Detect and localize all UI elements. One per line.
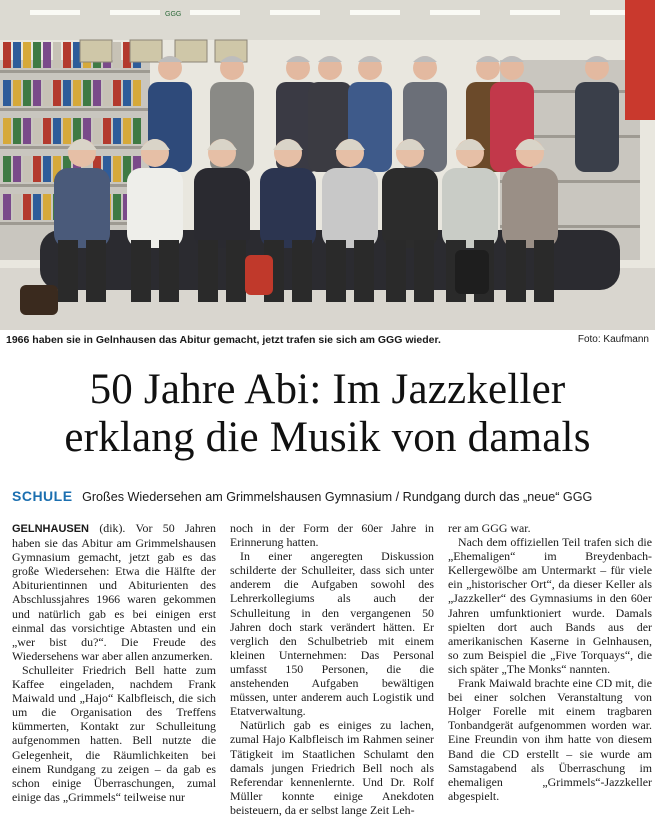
seated-person-leg <box>159 240 179 302</box>
book <box>33 80 41 106</box>
seated-person-leg <box>386 240 406 302</box>
paragraph: noch in der Form der 60er Jahre in Erinnerung hatten. <box>230 521 434 550</box>
red-panel <box>625 0 655 120</box>
seated-person-leg <box>326 240 346 302</box>
seated-person-body <box>442 168 498 248</box>
book <box>53 118 61 144</box>
book <box>33 194 41 220</box>
ceiling-light <box>510 10 560 15</box>
seated-person-body <box>54 168 110 248</box>
headline <box>0 366 655 462</box>
book <box>13 194 21 220</box>
book <box>73 80 81 106</box>
book <box>23 42 31 68</box>
article-column-2 <box>230 521 434 833</box>
book <box>93 80 101 106</box>
ceiling-light <box>110 10 160 15</box>
article-column-1 <box>12 521 216 833</box>
seated-person-body <box>382 168 438 248</box>
standing-person-body <box>575 82 619 172</box>
paragraph: rer am GGG war. <box>448 521 531 535</box>
seated-person-leg <box>131 240 151 302</box>
book <box>23 80 31 106</box>
group-photo <box>0 0 655 330</box>
book <box>13 80 21 106</box>
paragraph-text: (dik). Vor 50 Jahren haben sie das Abitur am Grimmelshausen Gymnasium gemacht, jetzt gab es das große Wiedersehen: Etwa die Hälfte der Abiturientinnen und Abiturienten des Abschlussjahres 1966 waren gekommen und natürlich gab es bei einigen erst einmal das vorsichtige Abtasten und ein „wer bist du?“. Die Freude des Wiedersehens war aber allen anzumerken. <box>12 521 216 663</box>
article-body <box>12 521 652 833</box>
book <box>133 118 141 144</box>
book <box>113 194 121 220</box>
book <box>33 156 41 182</box>
seated-person-leg <box>226 240 246 302</box>
wall-picture <box>175 40 207 62</box>
book <box>63 42 71 68</box>
book <box>23 118 31 144</box>
wall-picture <box>80 40 112 62</box>
book <box>53 80 61 106</box>
seated-person-leg <box>198 240 218 302</box>
dateline: GELNHAUSEN <box>12 523 90 535</box>
paragraph: Schulleiter Friedrich Bell hatte zum Kaffee eingeladen, nachdem Frank Maiwald und „Hajo“ Kalbfleisch, die sich um die Organisation des Treffens kümmerten, Kontakt zur Schulleitung aufgenommen hatten. Bell nutzte die Gelegenheit, die Räumlichkeiten bei einem Rundgang zu zeigen – da gab es schon einige Überraschungen, zumal einige das „Grimmels“ teilweise nur <box>12 662 216 804</box>
paragraph: Nach dem offiziellen Teil trafen sich die „Ehemaligen“ im Breydenbach-Kellergewölbe am Untermarkt – für viele ein „historischer Ort“, da dieser Keller als „Jazzkeller“ des Gymnasiums in den 60er Jahren umfunktioniert wurde. Damals spielten dort auch Bands aus der amerikanischen Kaserne in Gelnhausen, so zum Beispiel die „Five Torquays“, die sich später „The Monks“ nannten. <box>448 535 652 676</box>
caption-text: 1966 haben sie in Gelnhausen das Abitur gemacht, jetzt trafen sie sich am GGG wieder. <box>6 334 441 346</box>
book <box>33 118 41 144</box>
wall-sign: GGG <box>165 11 182 18</box>
book <box>113 156 121 182</box>
wall-picture <box>130 40 162 62</box>
book <box>3 156 11 182</box>
seated-person-leg <box>58 240 78 302</box>
ceiling-light <box>30 10 80 15</box>
seated-person-body <box>127 168 183 248</box>
book <box>123 80 131 106</box>
handbag <box>20 285 58 315</box>
book <box>23 194 31 220</box>
book <box>43 42 51 68</box>
photo-caption <box>6 334 649 350</box>
headline-line-1: 50 Jahre Abi: Im Jazzkeller <box>89 366 566 413</box>
headline-line-2: erklang die Musik von damals <box>64 414 591 461</box>
seated-person-leg <box>354 240 374 302</box>
book <box>3 80 11 106</box>
book <box>13 156 21 182</box>
seated-person-body <box>502 168 558 248</box>
section-kicker: SCHULE <box>12 488 73 504</box>
shelf-board <box>0 70 150 73</box>
book <box>113 42 121 68</box>
article-column-3 <box>448 521 652 833</box>
ceiling-light <box>350 10 400 15</box>
book <box>13 118 21 144</box>
book <box>93 118 101 144</box>
book <box>3 42 11 68</box>
book <box>103 80 111 106</box>
book <box>13 42 21 68</box>
book <box>33 42 41 68</box>
ceiling <box>0 0 655 40</box>
book <box>3 118 11 144</box>
paragraph: Frank Maiwald brachte eine CD mit, die bei einer solchen Veranstaltung von Holger Forelle mit einem tragbaren Tonbandgerät aufgenommen worden war. Eine Freundin von ihm hatte von diesem Band die CD erstellt – sie wurde am Samstagabend als Überraschung im ehemaligen „Grimmels“-Jazzkeller abgespielt. <box>448 676 652 803</box>
seated-person-leg <box>534 240 554 302</box>
book <box>43 118 51 144</box>
book <box>83 80 91 106</box>
seated-person-body <box>260 168 316 248</box>
ceiling-light <box>430 10 480 15</box>
seated-person-leg <box>414 240 434 302</box>
book <box>23 156 31 182</box>
ceiling-light <box>270 10 320 15</box>
book <box>53 42 61 68</box>
book <box>63 80 71 106</box>
book <box>43 156 51 182</box>
group-photo-drawing <box>0 0 655 330</box>
book <box>63 118 71 144</box>
book <box>103 118 111 144</box>
book <box>43 80 51 106</box>
book <box>133 80 141 106</box>
book <box>3 194 11 220</box>
seated-person-body <box>322 168 378 248</box>
seated-person-leg <box>292 240 312 302</box>
seated-person-leg <box>506 240 526 302</box>
ceiling-light <box>190 10 240 15</box>
book <box>43 194 51 220</box>
handbag <box>455 250 489 294</box>
photo-credit: Foto: Kaufmann <box>577 334 649 345</box>
subheadline-text: Großes Wiedersehen am Grimmelshausen Gymnasium / Rundgang durch das „neue“ GGG <box>82 490 593 504</box>
book <box>123 118 131 144</box>
book <box>113 118 121 144</box>
book <box>113 80 121 106</box>
paragraph: In einer angeregten Diskussion schilderte der Schulleiter, dass sich unter anderem die Aufgaben sowohl des Lehrerkollegiums als auch der Schulleitung in den vergangenen 50 Jahren doch stark verändert hätten. Er verglich den Schulbetrieb mit einem kleinen Unternehmen: Das Personal umfasst 150 Personen, die die anstehenden Aufgaben bewältigen müssen, unter anderem auch Logistik und Etatverwaltung. <box>230 549 434 719</box>
shelf-board <box>0 108 150 111</box>
handbag <box>245 255 273 295</box>
paragraph: Natürlich gab es einiges zu lachen, zumal Hajo Kalbfleisch im Rahmen seiner Tätigkeit im Staatlichen Schulamt den damals jungen Friedrich Bell noch als Referendar kennenlernte. Und Dr. Rolf Müller konnte einige Anekdoten beisteuern, da er selbst lange Zeit Leh- <box>230 718 434 817</box>
subheadline <box>12 488 652 508</box>
seated-person-body <box>194 168 250 248</box>
paragraph <box>12 521 216 663</box>
seated-person-leg <box>86 240 106 302</box>
